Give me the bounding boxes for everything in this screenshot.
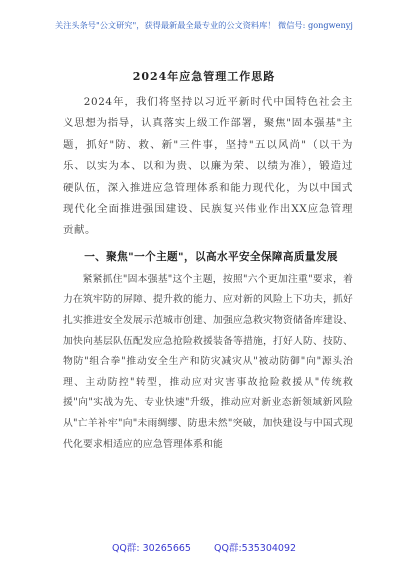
section-paragraph: 紧紧抓住"固本强基"这个主题，按照"六个更加注重"要求，着力在筑牢防的屏障、提升救的能力、应对新的风险上下功夫，抓好扎实推进安全发展示范城市创建、加强应急救灾物资储备库建设、加快向基层队伍配发应急抢险救援装备等措施，打好人防、技防、物防"组合拳"推动安全生产和防灾减灾从"被动防御"向"源头治理、主动防控"转型，推动应对灾害事故抢险救援从"传统救援"向"实战为先、专业快速"升级，推动应对新业态新领域新风险从"亡羊补牢"向"未雨绸缪、防患未然"突破，加快建设与中国式现代化要求相适应的应急管理体系和能 [63,273,353,450]
footer-qq-group-1: QQ群: 30265665 [111,543,191,554]
footer-qq-group-2: QQ群:535304092 [214,543,297,554]
header-notice: 关注头条号"公文研究"，获得最新最全最专业的公文资料库！ 微信号: gongwenyj [55,20,353,30]
document-body [63,92,353,455]
footer [0,540,408,554]
document-title: 2024年应急管理工作思路 [132,70,276,83]
intro-paragraph: 2024年，我们将坚持以习近平新时代中国特色社会主义思想为指导，认真落实上级工作部署，聚焦"固本强基"主题，抓好"防、救、新"三件事，坚持"五以风尚"（以干为乐、以实为本、以和为贵、以廉为荣、以绩为准），锻造过硬队伍，深入推进应急管理体系和能力现代化，为以中国式现代化全面推进强国建设、民族复兴伟业作出XX应急管理贡献。 [63,96,353,237]
section-heading: 一、聚焦"一个主题"，以高水平安全保障高质量发展 [84,250,338,263]
